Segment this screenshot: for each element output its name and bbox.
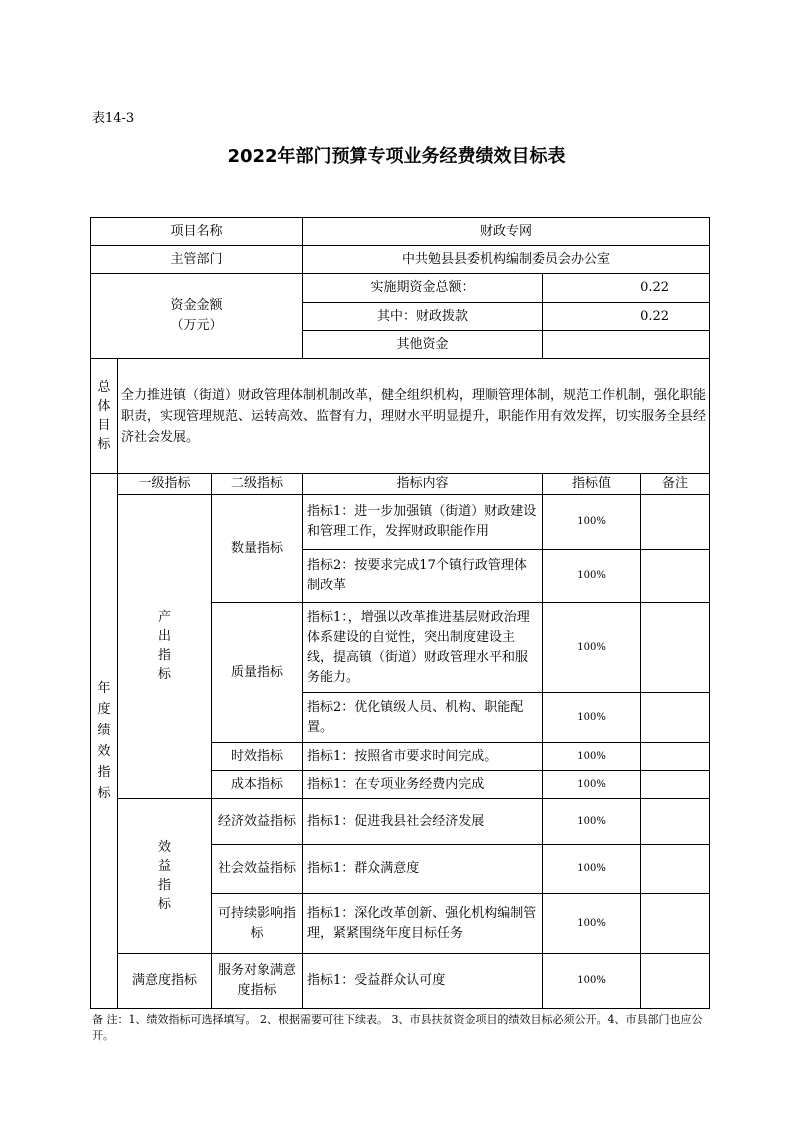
indicator-content: 指标1：，增强以改革推进基层财政治理体系建设的自觉性，突出制度建设主线，提高镇（街道）财政管理水平和服务能力。 <box>303 603 543 693</box>
indicator-value: 100% <box>543 550 641 603</box>
fund-label-line1: 资金金额 <box>170 298 223 313</box>
quantity-indicator-label: 数量指标 <box>212 495 303 603</box>
indicator-remark <box>641 743 710 771</box>
indicator-remark <box>641 799 710 845</box>
fund-total-value: 0.22 <box>543 274 710 303</box>
indicator-content: 指标1：深化改革创新、强化机构编制管理，紧紧围绕年度目标任务 <box>303 894 543 954</box>
indicator-content: 指标1：按照省市要求时间完成。 <box>303 743 543 771</box>
table-number: 表14-3 <box>92 111 135 126</box>
indicator-value: 100% <box>543 693 641 743</box>
indicator-remark <box>641 495 710 550</box>
economic-benefit-label: 经济效益指标 <box>212 799 303 845</box>
indicator-value: 100% <box>543 495 641 550</box>
indicator-remark <box>641 954 710 1009</box>
indicator-content: 指标2：按要求完成17个镇行政管理体制改革 <box>303 550 543 603</box>
indicator-remark <box>641 771 710 799</box>
satisfaction-indicator-label: 满意度指标 <box>118 954 212 1009</box>
indicator-remark <box>641 550 710 603</box>
output-indicator-label: 产出指标 <box>118 495 212 799</box>
dept-row <box>91 246 710 274</box>
indicator-remark <box>641 894 710 954</box>
indicator-remark <box>641 693 710 743</box>
fund-total-label: 实施期资金总额： <box>303 274 543 303</box>
project-name-row <box>91 218 710 246</box>
overall-goal-row <box>91 359 710 474</box>
indicator-header-row <box>91 474 710 495</box>
dept-value: 中共勉县县委机构编制委员会办公室 <box>303 246 710 274</box>
indicator-content: 指标1：群众满意度 <box>303 845 543 894</box>
indicator-content: 指标2：优化镇级人员、机构、职能配置。 <box>303 693 543 743</box>
table-row <box>91 495 710 550</box>
indicator-value: 100% <box>543 799 641 845</box>
fund-label-line2: （万元） <box>170 318 223 333</box>
fund-label <box>91 274 303 359</box>
indicator-value: 100% <box>543 845 641 894</box>
header-value: 指标值 <box>543 474 641 495</box>
annual-indicator-label: 年度绩效指标 <box>91 474 118 1009</box>
footnote: 备 注：1、绩效指标可选择填写。 2、根据需要可往下续表。 3、市县扶贫资金项目的绩效目标必须公开。4、市县部门也应公开。 <box>92 1013 703 1042</box>
indicator-value: 100% <box>543 894 641 954</box>
indicator-value: 100% <box>543 771 641 799</box>
indicator-value: 100% <box>543 603 641 693</box>
quality-indicator-label: 质量指标 <box>212 603 303 743</box>
timeliness-indicator-label: 时效指标 <box>212 743 303 771</box>
fund-total-row <box>91 274 710 303</box>
fund-other-value <box>543 331 710 359</box>
sustain-benefit-label: 可持续影响指标 <box>212 894 303 954</box>
indicator-content: 指标1：受益群众认可度 <box>303 954 543 1009</box>
header-remark: 备注 <box>641 474 710 495</box>
table-row <box>91 954 710 1009</box>
header-level2: 二级指标 <box>212 474 303 495</box>
header-content: 指标内容 <box>303 474 543 495</box>
fund-fiscal-label: 其中：财政拨款 <box>303 303 543 331</box>
performance-target-table <box>90 217 710 1009</box>
fund-fiscal-value: 0.22 <box>543 303 710 331</box>
indicator-value: 100% <box>543 954 641 1009</box>
indicator-content: 指标1：在专项业务经费内完成 <box>303 771 543 799</box>
indicator-content: 指标1：促进我县社会经济发展 <box>303 799 543 845</box>
indicator-value: 100% <box>543 743 641 771</box>
overall-goal-text: 全力推进镇（街道）财政管理体制机制改革，健全组织机构，理顺管理体制，规范工作机制，强化职能职责，实现管理规范、运转高效、监督有力，理财水平明显提升，职能作用有效发挥，切实服务全县经济社会发展。 <box>118 359 710 474</box>
cost-indicator-label: 成本指标 <box>212 771 303 799</box>
indicator-remark <box>641 845 710 894</box>
fund-other-label: 其他资金 <box>303 331 543 359</box>
project-name-label: 项目名称 <box>91 218 303 246</box>
benefit-indicator-label: 效益指标 <box>118 799 212 954</box>
indicator-content: 指标1：进一步加强镇（街道）财政建设和管理工作，发挥财政职能作用 <box>303 495 543 550</box>
indicator-remark <box>641 603 710 693</box>
service-satisfaction-label: 服务对象满意度指标 <box>212 954 303 1009</box>
social-benefit-label: 社会效益指标 <box>212 845 303 894</box>
header-level1: 一级指标 <box>118 474 212 495</box>
table-row <box>91 799 710 845</box>
dept-label: 主管部门 <box>91 246 303 274</box>
project-name-value: 财政专网 <box>303 218 710 246</box>
overall-goal-label: 总体目标 <box>91 359 118 474</box>
document-title: 2022年部门预算专项业务经费绩效目标表 <box>227 146 566 167</box>
